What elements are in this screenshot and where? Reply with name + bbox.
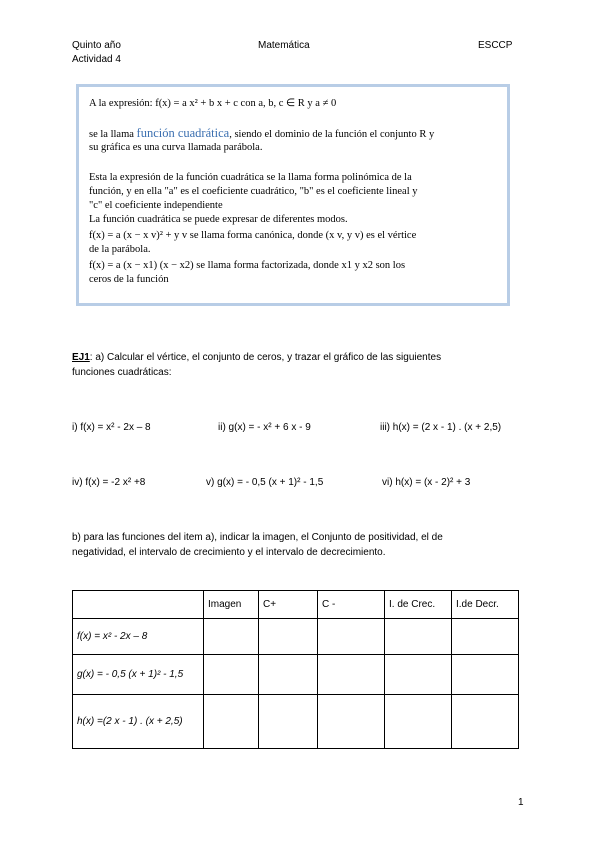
definition-box: [76, 84, 510, 306]
box-line-2-a: se la llama: [89, 129, 137, 140]
box-line-11: ceros de la función: [89, 274, 169, 285]
page-number: 1: [518, 797, 524, 808]
box-line-4: Esta la expresión de la función cuadrática se la llama forma polinómica de la: [89, 172, 412, 183]
table-cell[interactable]: [385, 695, 452, 749]
box-line-6: "c" el coeficiente independiente: [89, 200, 223, 211]
part-b-line1: b) para las funciones del item a), indicar la imagen, el Conjunto de positividad, el de: [72, 532, 443, 543]
ej1-text1: : a) Calcular el vértice, el conjunto de ceros, y trazar el gráfico de las siguientes: [89, 352, 442, 363]
box-line-10: f(x) = a (x − x1) (x − x2) se llama forma factorizada, donde x1 y x2 son los: [89, 260, 406, 271]
table-header-cell: C+: [259, 591, 318, 619]
results-table: [72, 590, 519, 749]
table-row: [73, 655, 519, 695]
table-header-cell: C -: [318, 591, 385, 619]
table-header-row: [73, 591, 519, 619]
table-cell[interactable]: [259, 619, 318, 655]
ej1-statement-line1: [72, 350, 528, 365]
function-ii: ii) g(x) = - x² + 6 x - 9: [218, 422, 311, 433]
table-row: [73, 695, 519, 749]
table-cell[interactable]: [204, 655, 259, 695]
function-vi: vi) h(x) = (x - 2)² + 3: [382, 477, 471, 488]
table-header-cell: I.de Decr.: [452, 591, 519, 619]
box-line-2: [89, 127, 497, 141]
table-cell[interactable]: [318, 619, 385, 655]
box-line-8: f(x) = a (x − x v)² + y v se llama forma canónica, donde (x v, y v) es el vértice: [89, 230, 417, 241]
table-row-label: g(x) = - 0,5 (x + 1)² - 1,5: [73, 655, 204, 695]
table-cell[interactable]: [204, 619, 259, 655]
table-row-label: f(x) = x² - 2x – 8: [73, 619, 204, 655]
table-cell[interactable]: [259, 655, 318, 695]
table-header-cell: Imagen: [204, 591, 259, 619]
function-iii: iii) h(x) = (2 x - 1) . (x + 2,5): [380, 422, 502, 433]
table-header-cell: [73, 591, 204, 619]
box-line-7: La función cuadrática se puede expresar de diferentes modos.: [89, 214, 348, 225]
header-left-line1: Quinto año: [72, 40, 121, 51]
header-left-line2: Actividad 4: [72, 54, 121, 65]
table-cell[interactable]: [452, 655, 519, 695]
table-cell[interactable]: [452, 619, 519, 655]
table-row-label: h(x) =(2 x - 1) . (x + 2,5): [73, 695, 204, 749]
box-line-2-c: , siendo el dominio de la función el conjunto R y: [229, 129, 435, 140]
box-line-9: de la parábola.: [89, 244, 151, 255]
table-cell[interactable]: [452, 695, 519, 749]
function-i: i) f(x) = x² - 2x – 8: [72, 422, 151, 433]
part-b-line2: negatividad, el intervalo de crecimiento y el intervalo de decrecimiento.: [72, 547, 386, 558]
header-right: ESCCP: [478, 40, 513, 51]
box-line-1: A la expresión: f(x) = a x² + b x + c con a, b, c ∈ R y a ≠ 0: [89, 98, 337, 109]
table-cell[interactable]: [385, 655, 452, 695]
box-line-3: su gráfica es una curva llamada parábola.: [89, 142, 263, 153]
table-cell[interactable]: [318, 695, 385, 749]
ej1-label: EJ1: [72, 352, 90, 363]
box-line-5: función, y en ella "a" es el coeficiente cuadrático, "b" es el coeficiente lineal y: [89, 186, 418, 197]
table-row: [73, 619, 519, 655]
table-cell[interactable]: [259, 695, 318, 749]
box-highlight-term: función cuadrática: [136, 127, 230, 140]
function-v: v) g(x) = - 0,5 (x + 1)² - 1,5: [206, 477, 324, 488]
table-cell[interactable]: [204, 695, 259, 749]
table-cell[interactable]: [318, 655, 385, 695]
function-iv: iv) f(x) = -2 x² +8: [72, 477, 146, 488]
table-header-cell: I. de Crec.: [385, 591, 452, 619]
table-cell[interactable]: [385, 619, 452, 655]
header-center: Matemática: [258, 40, 310, 51]
ej1-statement-line2: funciones cuadráticas:: [72, 367, 172, 378]
